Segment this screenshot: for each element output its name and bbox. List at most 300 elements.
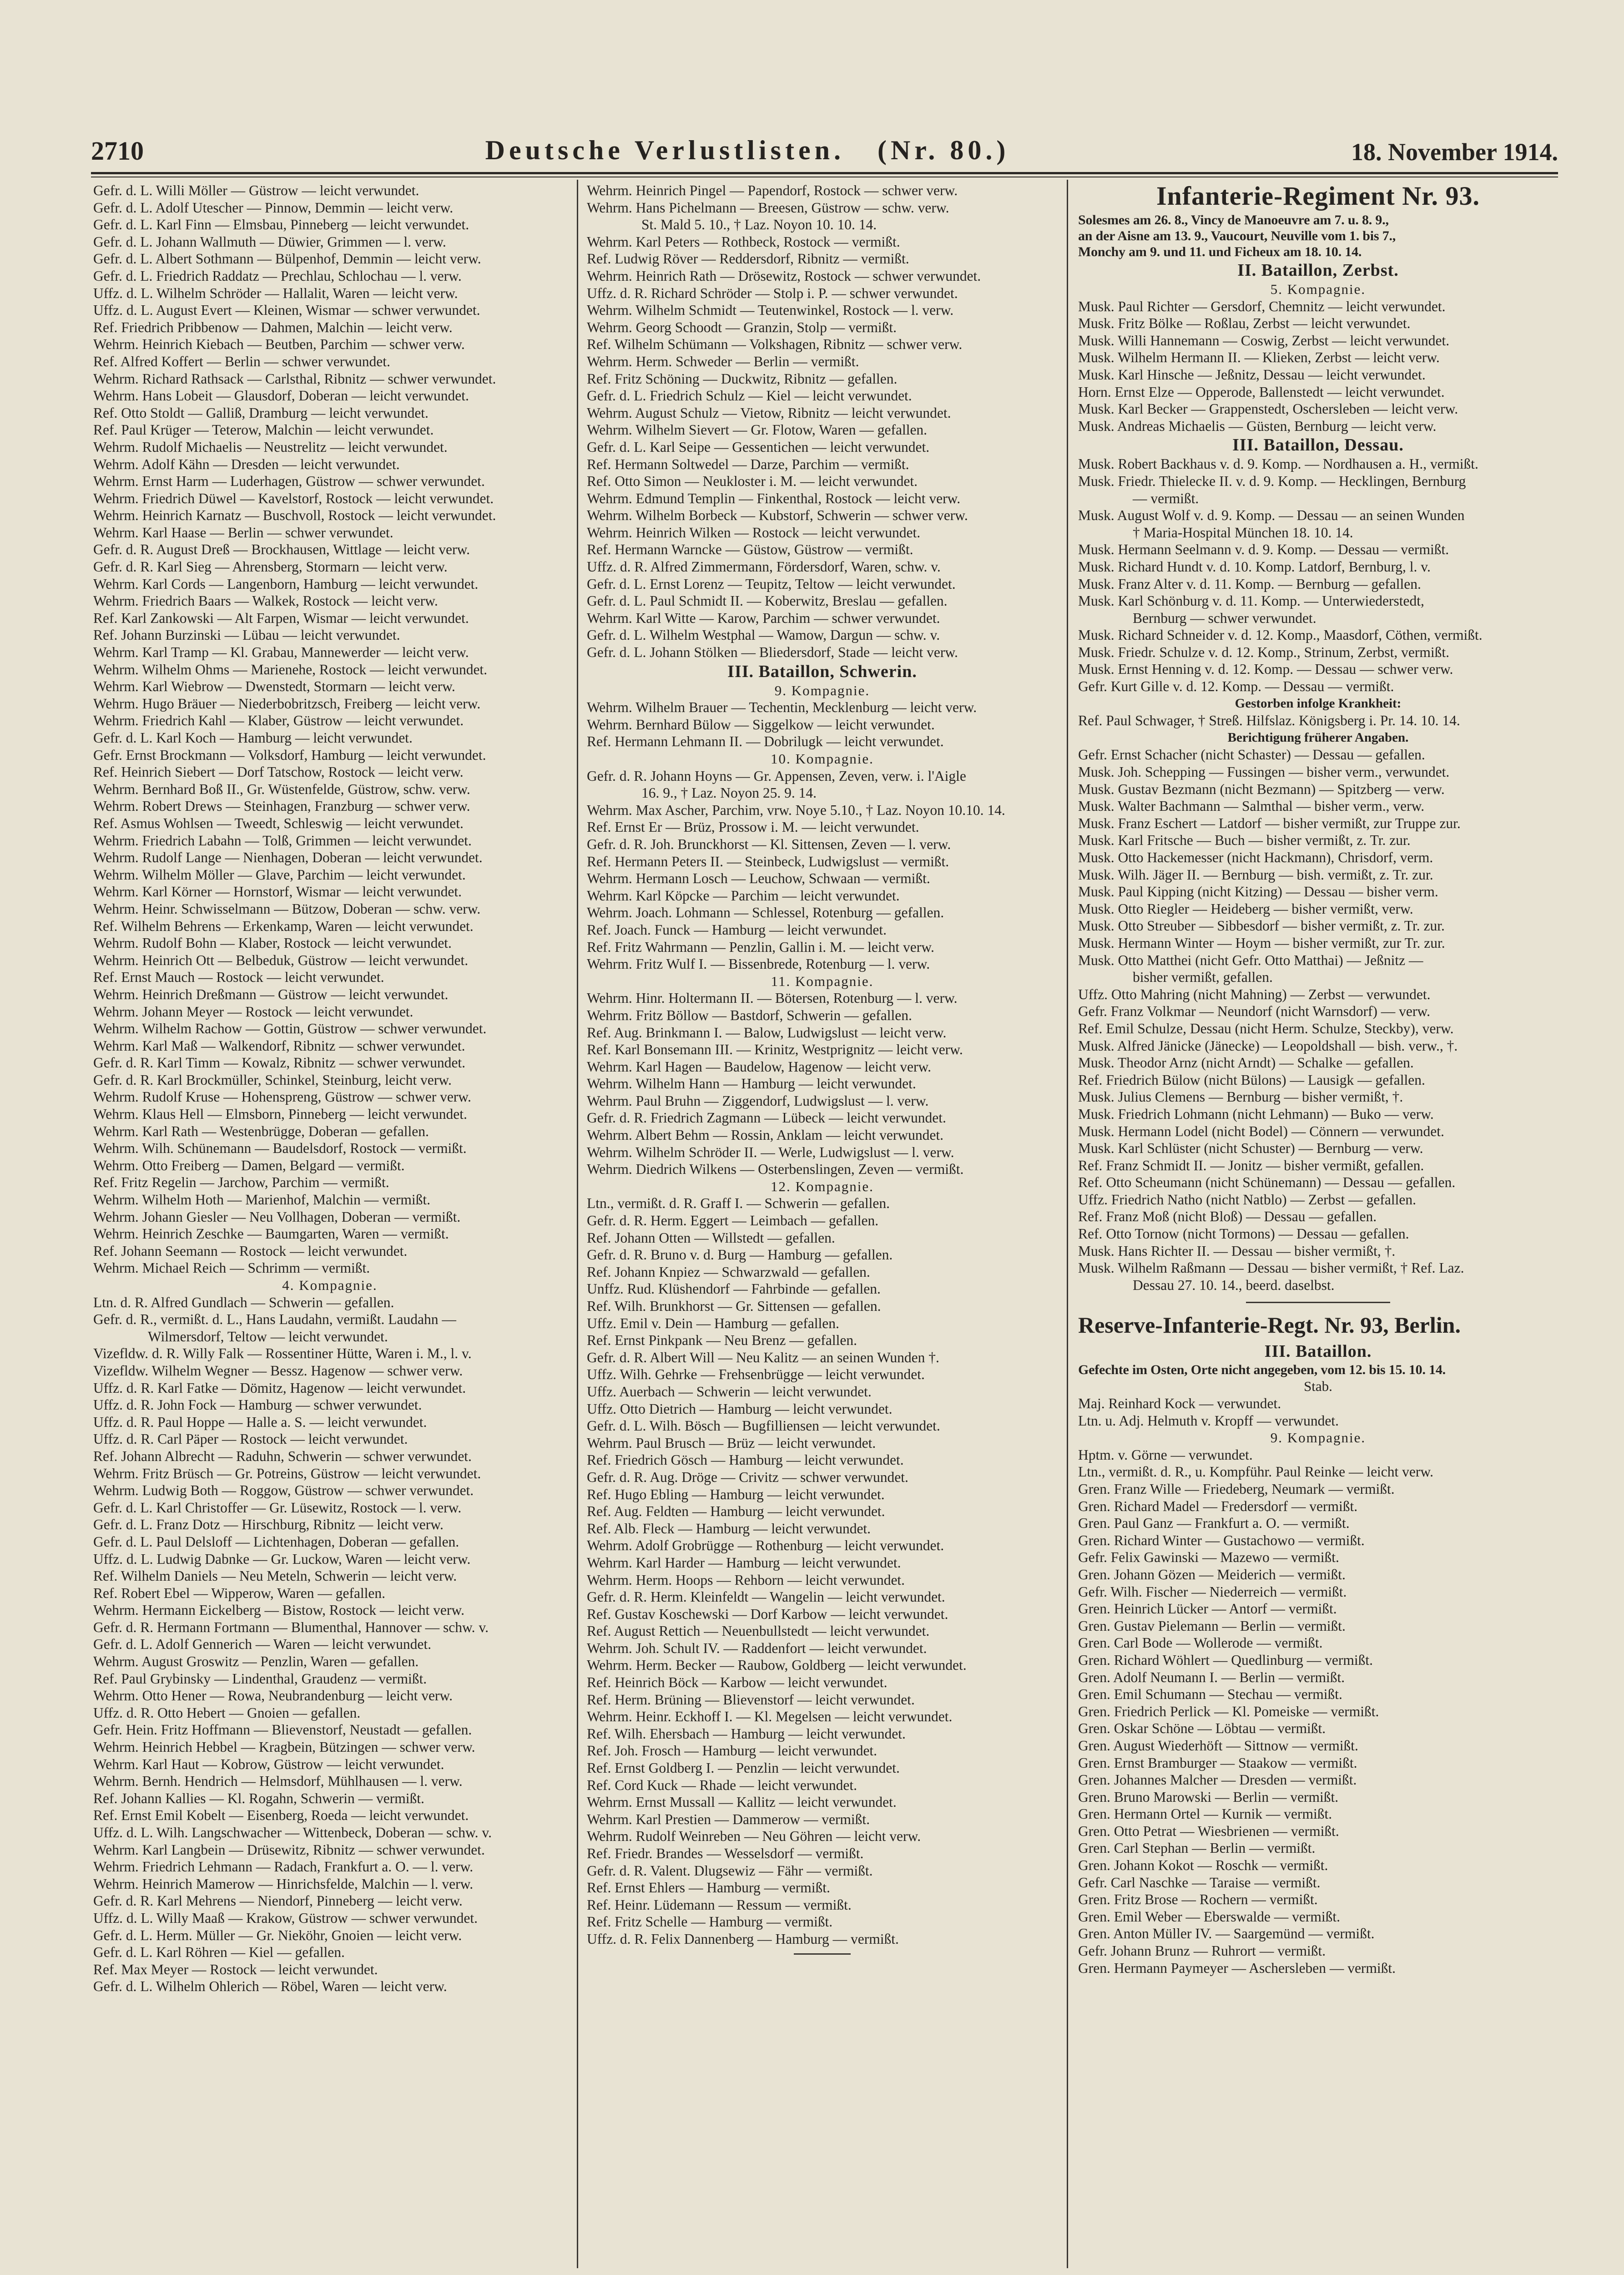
casualty-entry: Wehrm. Paul Brusch — Brüz — leicht verwundet. [587, 1435, 876, 1451]
casualty-entry: Wehrm. August Schulz — Vietow, Ribnitz — leicht verwundet. [587, 404, 951, 421]
casualty-entry: Wehrm. Bernh. Hendrich — Helmsdorf, Mühlhausen — l. verw. [93, 1773, 463, 1790]
casualty-entry: Musk. Franz Alter v. d. 11. Komp. — Bernburg — gefallen. [1078, 576, 1421, 592]
casualty-entry: Wehrm. Johann Giesler — Neu Vollhagen, Doberan — vermißt. [93, 1208, 461, 1225]
casualty-entry: Gefr. Johann Brunz — Ruhrort — vermißt. [1078, 1943, 1326, 1959]
casualty-entry: Gefr. d. L. Karl Röhren — Kiel — gefallen. [93, 1944, 345, 1961]
casualty-entry: Gefr. d. R. Herm. Kleinfeldt — Wangelin — leicht verwundet. [587, 1589, 945, 1605]
company-heading: 9. Kompagnie. [1270, 1430, 1366, 1446]
staff-heading: Stab. [1304, 1378, 1332, 1395]
casualty-entry: Gefr. d. R. Karl Timm — Kowalz, Ribnitz — schwer verwundet. [93, 1055, 466, 1071]
separator-rule [1078, 1294, 1558, 1311]
casualty-entry: Wehrm. Diedrich Wilkens — Osterbenslingen, Zeven — vermißt. [587, 1161, 964, 1178]
casualty-entry: Uffz. Otto Dietrich — Hamburg — leicht verwundet. [587, 1400, 893, 1417]
casualty-entry: Ref. Robert Ebel — Wipperow, Waren — gefallen. [93, 1585, 386, 1601]
entry-continuation: bisher vermißt, gefallen. [1133, 969, 1273, 986]
casualty-entry: Gefr. Carl Naschke — Taraise — vermißt. [1078, 1874, 1321, 1891]
casualty-entry: Musk. Walter Bachmann — Salmthal — bisher verm., verw. [1078, 798, 1425, 814]
casualty-entry: Musk. Karl Hinsche — Jeßnitz, Dessau — leicht verwundet. [1078, 366, 1426, 383]
casualty-entry: Wehrm. Hinr. Holtermann II. — Bötersen, Rotenburg — l. verw. [587, 990, 958, 1006]
casualty-entry: Ref. Otto Scheumann (nicht Schünemann) — Dessau — gefallen. [1078, 1174, 1456, 1191]
casualty-entry: Wehrm. Robert Drews — Steinhagen, Franzburg — schwer verw. [93, 798, 470, 814]
casualty-entry: Wehrm. Joh. Schult IV. — Raddenfort — leicht verwundet. [587, 1640, 927, 1656]
casualty-entry: Gefr. d. L. Albert Sothmann — Bülpenhof, Demmin — leicht verw. [93, 251, 481, 267]
entry-continuation: Wilmersdorf, Teltow — leicht verwundet. [148, 1328, 388, 1345]
column-right [1078, 182, 1558, 2270]
casualty-entry: Ref. Karl Bonsemann III. — Krinitz, Westprignitz — leicht verw. [587, 1041, 963, 1058]
casualty-entry: Gefr. d. R. Aug. Dröge — Crivitz — schwer verwundet. [587, 1469, 908, 1485]
casualty-entry: Musk. Karl Schlüster (nicht Schuster) — Bernburg — verw. [1078, 1140, 1423, 1157]
casualty-entry: Gefr. d. L. Paul Schmidt II. — Koberwitz, Breslau — gefallen. [587, 593, 948, 609]
casualty-entry: Uffz. d. L. August Evert — Kleinen, Wismar — schwer verwundet. [93, 302, 480, 318]
battalion-heading: II. Bataillon, Zerbst. [1237, 261, 1399, 280]
casualty-entry: Musk. Andreas Michaelis — Güsten, Bernburg — leicht verw. [1078, 418, 1437, 434]
casualty-entry: Wehrm. Max Ascher, Parchim, vrw. Noye 5.10., † Laz. Noyon 10.10. 14. [587, 802, 1005, 818]
casualty-entry: Wehrm. Paul Bruhn — Ziggendorf, Ludwigslust — l. verw. [587, 1092, 929, 1109]
battle-locations: Solesmes am 26. 8., Vincy de Manoeuvre am 7. u. 8. 9., [1078, 212, 1389, 228]
casualty-entry: Musk. Hermann Winter — Hoym — bisher vermißt, zur Tr. zur. [1078, 935, 1445, 951]
casualty-entry: Gefr. d. L. Franz Dotz — Hirschburg, Ribnitz — leicht verw. [93, 1517, 444, 1533]
battalion-heading: III. Bataillon, Dessau. [1232, 435, 1404, 455]
casualty-entry: Wehrm. Fritz Böllow — Bastdorf, Schwerin — gefallen. [587, 1007, 912, 1023]
casualty-entry: Wehrm. Karl Harder — Hamburg — leicht verwundet. [587, 1554, 901, 1571]
casualty-entry: Wehrm. Heinrich Mamerow — Hinrichsfelde, Malchin — l. verw. [93, 1876, 474, 1892]
casualty-entry: Uffz. Emil v. Dein — Hamburg — gefallen. [587, 1315, 839, 1331]
casualty-entry: Ref. Friedrich Bülow (nicht Bülons) — Lausigk — gefallen. [1078, 1072, 1425, 1088]
casualty-entry: Gefr. Felix Gawinski — Mazewo — vermißt. [1078, 1549, 1339, 1566]
casualty-entry: Wehrm. Johann Meyer — Rostock — leicht verwundet. [93, 1003, 414, 1020]
casualty-entry: Ref. Hermann Peters II. — Steinbeck, Ludwigslust — vermißt. [587, 853, 949, 870]
casualty-entry: Wehrm. Friedrich Lehmann — Radach, Frankfurt a. O. — l. verw. [93, 1859, 474, 1875]
casualty-entry: Musk. Otto Riegler — Heideberg — bisher vermißt, verw. [1078, 900, 1413, 917]
casualty-entry: Horn. Ernst Elze — Opperode, Ballenstedt — leicht verwundet. [1078, 384, 1445, 400]
company-heading: 12. Kompagnie. [771, 1178, 874, 1194]
casualty-entry: Musk. Hans Richter II. — Dessau — bisher vermißt, †. [1078, 1243, 1396, 1259]
casualty-entry: Ref. Gustav Koschewski — Dorf Karbow — leicht verwundet. [587, 1606, 948, 1622]
casualty-entry: Wehrm. Hugo Bräuer — Niederbobritzsch, Freiberg — leicht verw. [93, 695, 481, 712]
casualty-entry: Gren. Anton Müller IV. — Saargemünd — vermißt. [1078, 1926, 1375, 1942]
casualty-entry: Wehrm. Karl Rath — Westenbrügge, Doberan — gefallen. [93, 1123, 429, 1139]
casualty-entry: Wehrm. Wilhelm Rachow — Gottin, Güstrow — schwer verwundet. [93, 1021, 487, 1037]
casualty-entry: Uffz. d. R. John Fock — Hamburg — schwer verwundet. [93, 1397, 422, 1413]
casualty-entry: Wehrm. Hermann Losch — Leuchow, Schwaan — vermißt. [587, 870, 930, 887]
casualty-entry: Wehrm. Wilhelm Hann — Hamburg — leicht verwundet. [587, 1076, 916, 1092]
casualty-entry: Wehrm. Herm. Hoops — Rehborn — leicht verwundet. [587, 1572, 905, 1588]
casualty-entry: Gefr. d. R. Karl Sieg — Ahrensberg, Stormarn — leicht verw. [93, 559, 448, 575]
casualty-entry: Gefr. d. R. Albert Will — Neu Kalitz — an seinen Wunden †. [587, 1349, 939, 1365]
casualty-entry: Wehrm. Wilhelm Borbeck — Kubstorf, Schwerin — schwer verw. [587, 507, 968, 524]
casualty-entry: Wehrm. Fritz Brüsch — Gr. Potreins, Güstrow — leicht verwundet. [93, 1465, 481, 1481]
casualty-entry: Wehrm. Rudolf Bohn — Klaber, Rostock — leicht verwundet. [93, 935, 452, 951]
casualty-entry: Musk. Friedr. Thielecke II. v. d. 9. Komp. — Hecklingen, Bernburg [1078, 473, 1466, 489]
casualty-entry: Musk. Gustav Bezmann (nicht Bezmann) — Spitzberg — verw. [1078, 781, 1445, 797]
casualty-entry: Gefr. d. L. Adolf Utescher — Pinnow, Demmin — leicht verw. [93, 199, 454, 216]
casualty-entry: Unffz. Rud. Klüshendorf — Fahrbinde — gefallen. [587, 1281, 881, 1297]
casualty-entry: Gren. Otto Petrat — Wiesbrienen — vermißt. [1078, 1823, 1339, 1839]
casualty-entry: Gefr. d. R., vermißt. d. L., Hans Laudahn, vermißt. Laudahn — [93, 1311, 456, 1328]
casualty-entry: Wehrm. Karl Witte — Karow, Parchim — schwer verwundet. [587, 610, 940, 626]
casualty-entry: Musk. Hermann Seelmann v. d. 9. Komp. — Dessau — vermißt. [1078, 541, 1449, 558]
casualty-entry: Wehrm. Edmund Templin — Finkenthal, Rostock — leicht verw. [587, 490, 961, 506]
casualty-entry: Wehrm. Rudolf Kruse — Hohenspreng, Güstrow — schwer verw. [93, 1089, 471, 1105]
casualty-entry: Wehrm. Herm. Becker — Raubow, Goldberg — leicht verwundet. [587, 1657, 967, 1673]
casualty-entry: Gren. Richard Wöhlert — Quedlinburg — vermißt. [1078, 1652, 1373, 1668]
casualty-entry: Ref. Joach. Funck — Hamburg — leicht verwundet. [587, 921, 887, 938]
entry-continuation: — vermißt. [1133, 490, 1199, 506]
page-number: 2710 [91, 136, 144, 166]
casualty-entry: Gren. Bruno Marowski — Berlin — vermißt. [1078, 1789, 1339, 1805]
casualty-entry: Ref. Franz Schmidt II. — Jonitz — bisher vermißt, gefallen. [1078, 1157, 1424, 1173]
casualty-entry: Ref. Max Meyer — Rostock — leicht verwundet. [93, 1961, 378, 1977]
casualty-entry: Gren. Friedrich Perlick — Kl. Pomeiske — vermißt. [1078, 1703, 1379, 1719]
separator-rule [587, 1948, 1058, 1962]
casualty-entry: Ref. Heinrich Böck — Karbow — leicht verwundet. [587, 1674, 888, 1691]
casualty-entry: Wehrm. Karl Köpcke — Parchim — leicht verwundet. [587, 887, 900, 904]
casualty-entry: Ref. Hermann Soltwedel — Darze, Parchim — vermißt. [587, 456, 909, 472]
casualty-entry: Wehrm. Joach. Lohmann — Schlessel, Rotenburg — gefallen. [587, 905, 944, 921]
casualty-entry: Wehrm. Michael Reich — Schrimm — vermißt. [93, 1260, 370, 1276]
company-heading: 11. Kompagnie. [771, 973, 874, 989]
casualty-entry: Gren. Franz Wille — Friedeberg, Neumark — vermißt. [1078, 1481, 1395, 1497]
casualty-entry: Ref. Fritz Schelle — Hamburg — vermißt. [587, 1914, 833, 1930]
casualty-entry: Musk. Hermann Lodel (nicht Bodel) — Cönnern — verwundet. [1078, 1123, 1444, 1139]
casualty-entry: Musk. Willi Hannemann — Coswig, Zerbst — leicht verwundet. [1078, 332, 1450, 349]
casualty-entry: Ref. Paul Krüger — Teterow, Malchin — leicht verwundet. [93, 422, 434, 438]
casualty-entry: Musk. Otto Streuber — Sibbesdorf — bisher vermißt, z. Tr. zur. [1078, 918, 1445, 934]
column-divider [577, 180, 578, 2268]
casualty-entry: Vizefldw. Wilhelm Wegner — Bessz. Hagenow — schwer verw. [93, 1362, 463, 1379]
casualty-entry: Ref. Fritz Wahrmann — Penzlin, Gallin i. M. — leicht verw. [587, 939, 934, 955]
casualty-entry: Wehrm. Wilhelm Hoth — Marienhof, Malchin — vermißt. [93, 1192, 430, 1208]
casualty-entry: Gefr. d. L. Wilhelm Westphal — Wamow, Dargun — schw. v. [587, 627, 940, 643]
casualty-entry: Wehrm. Adolf Grobrügge — Rothenburg — leicht verwundet. [587, 1537, 944, 1554]
casualty-entry: Gefr. d. L. Wilhelm Ohlerich — Röbel, Waren — leicht verw. [93, 1978, 447, 1995]
casualty-entry: Musk. Otto Hackemesser (nicht Hackmann), Chrisdorf, verm. [1078, 849, 1433, 865]
battle-locations: an der Aisne am 13. 9., Vaucourt, Neuville vom 1. bis 7., [1078, 228, 1396, 243]
casualty-entry: Gefr. Hein. Fritz Hoffmann — Blievenstorf, Neustadt — gefallen. [93, 1722, 472, 1738]
casualty-entry: Uffz. d. L. Willy Maaß — Krakow, Güstrow — schwer verwundet. [93, 1910, 478, 1926]
casualty-entry: Musk. Julius Clemens — Bernburg — bisher vermißt, †. [1078, 1089, 1403, 1105]
casualty-entry: Ref. Otto Tornow (nicht Tormons) — Dessau — gefallen. [1078, 1226, 1409, 1242]
casualty-entry: Gefr. Wilh. Fischer — Niederreich — vermißt. [1078, 1583, 1347, 1600]
casualty-entry: Gefr. d. L. Karl Christoffer — Gr. Lüsewitz, Rostock — l. verw. [93, 1499, 462, 1516]
casualty-entry: Ref. Heinr. Lüdemann — Ressum — vermißt. [587, 1896, 852, 1913]
casualty-entry: Uffz. d. L. Wilh. Langschwacher — Wittenbeck, Doberan — schw. v. [93, 1825, 492, 1840]
casualty-entry: Wehrm. Heinr. Schwisselmann — Bützow, Doberan — schw. verw. [93, 900, 481, 917]
casualty-entry: Gren. Fritz Brose — Rochern — vermißt. [1078, 1891, 1318, 1908]
casualty-entry: Musk. Robert Backhaus v. d. 9. Komp. — Nordhausen a. H., vermißt. [1078, 456, 1478, 472]
casualty-entry: Wehrm. August Groswitz — Penzlin, Waren — gefallen. [93, 1653, 419, 1670]
regiment-heading: Infanterie-Regiment Nr. 93. [1156, 182, 1480, 211]
casualty-entry: Uffz. d. R. Richard Schröder — Stolp i. P. — schwer verwundet. [587, 285, 958, 301]
casualty-entry: Ref. Hermann Lehmann II. — Dobrilugk — leicht verwundet. [587, 733, 944, 750]
casualty-entry: Wehrm. Wilhelm Brauer — Techentin, Mecklenburg — leicht verw. [587, 699, 977, 716]
casualty-entry: Gren. Ernst Bramburger — Staakow — vermißt. [1078, 1754, 1357, 1771]
casualty-entry: Gefr. d. L. Johann Stölken — Bliedersdorf, Stade — leicht verw. [587, 644, 958, 661]
column-divider [1067, 180, 1068, 2268]
section-note: Berichtigung früherer Angaben. [1227, 730, 1409, 745]
casualty-entry: Ref. Alb. Fleck — Hamburg — leicht verwundet. [587, 1520, 871, 1537]
casualty-entry: Uffz. d. R. Felix Dannenberg — Hamburg — vermißt. [587, 1931, 899, 1947]
entry-continuation: Bernburg — schwer verwundet. [1133, 610, 1316, 626]
casualty-entry: Gefr. d. R. Karl Mehrens — Niendorf, Pinneberg — leicht verw. [93, 1893, 463, 1909]
casualty-entry: Musk. August Wolf v. d. 9. Komp. — Dessau — an seinen Wunden [1078, 507, 1465, 524]
casualty-entry: Gefr. d. L. Paul Delsloff — Lichtenhagen, Doberan — gefallen. [93, 1533, 459, 1550]
casualty-entry: Gefr. d. L. Friedrich Schulz — Kiel — leicht verwundet. [587, 388, 912, 404]
casualty-entry: Gefr. d. L. Adolf Gennerich — Waren — leicht verwundet. [93, 1636, 432, 1653]
casualty-entry: Ref. Wilhelm Behrens — Erkenkamp, Waren — leicht verwundet. [93, 918, 474, 934]
casualty-entry: Wehrm. Wilh. Schünemann — Baudelsdorf, Rostock — vermißt. [93, 1140, 467, 1157]
casualty-entry: Gefr. d. R. Friedrich Zagmann — Lübeck — leicht verwundet. [587, 1110, 946, 1126]
casualty-entry: Vizefldw. d. R. Willy Falk — Rossentiner Hütte, Waren i. M., l. v. [93, 1345, 472, 1362]
casualty-entry: Gren. Gustav Pielemann — Berlin — vermißt. [1078, 1618, 1346, 1634]
casualty-entry: Uffz. d. R. Karl Fatke — Dömitz, Hagenow — leicht verwundet. [93, 1380, 466, 1396]
casualty-entry: Wehrm. Heinrich Pingel — Papendorf, Rostock — schwer verw. [587, 182, 958, 198]
casualty-entry: Maj. Reinhard Kock — verwundet. [1078, 1395, 1281, 1412]
battalion-heading: III. Bataillon, Schwerin. [727, 662, 917, 681]
casualty-entry: Wehrm. Heinrich Rath — Drösewitz, Rostock — schwer verwundet. [587, 268, 981, 284]
casualty-entry: Uffz. d. R. Alfred Zimmermann, Fördersdorf, Waren, schw. v. [587, 559, 941, 575]
casualty-entry: Wehrm. Karl Haut — Kobrow, Güstrow — leicht verwundet. [93, 1756, 444, 1772]
casualty-entry: Gefr. d. L. Friedrich Raddatz — Prechlau, Schlochau — l. verw. [93, 268, 462, 284]
casualty-entry: Wehrm. Wilhelm Schmidt — Teutenwinkel, Rostock — l. verw. [587, 302, 954, 318]
casualty-entry: Uffz. Otto Mahring (nicht Mahning) — Zerbst — verwundet. [1078, 986, 1431, 1002]
casualty-entry: Ref. Ernst Pinkpank — Neu Brenz — gefallen. [587, 1332, 857, 1349]
casualty-entry: Gefr. d. L. Johann Wallmuth — Düwier, Grimmen — l. verw. [93, 233, 446, 250]
casualty-entry: Gefr. Ernst Brockmann — Volksdorf, Hamburg — leicht verwundet. [93, 747, 486, 763]
casualty-entry: Gefr. d. L. Karl Koch — Hamburg — leicht verwundet. [93, 730, 413, 746]
casualty-entry: Ref. Paul Grybinsky — Lindenthal, Graudenz — vermißt. [93, 1670, 427, 1687]
casualty-entry: Ref. Johann Seemann — Rostock — leicht verwundet. [93, 1243, 408, 1259]
casualty-entry: Gren. Carl Bode — Wollerode — vermißt. [1078, 1635, 1323, 1651]
casualty-entry: Musk. Friedrich Lohmann (nicht Lehmann) — Buko — verw. [1078, 1106, 1434, 1122]
casualty-entry: Uffz. Friedrich Natho (nicht Natblo) — Zerbst — gefallen. [1078, 1191, 1416, 1208]
casualty-entry: Wehrm. Heinrich Hebbel — Kragbein, Bützingen — schwer verw. [93, 1739, 475, 1755]
casualty-entry: Gefr. d. R. Valent. Dlugsewiz — Fähr — vermißt. [587, 1862, 873, 1879]
casualty-entry: Ref. Friedr. Brandes — Wesselsdorf — vermißt. [587, 1845, 864, 1861]
casualty-entry: Ltn. u. Adj. Helmuth v. Kropff — verwundet. [1078, 1412, 1339, 1429]
casualty-entry: Gefr. d. R. Hermann Fortmann — Blumenthal, Hannover — schw. v. [93, 1619, 489, 1635]
casualty-entry: Uffz. d. R. Paul Hoppe — Halle a. S. — leicht verwundet. [93, 1414, 427, 1430]
casualty-entry: Wehrm. Friedrich Düwel — Kavelstorf, Rostock — leicht verwundet. [93, 490, 494, 506]
casualty-entry: Wehrm. Richard Rathsack — Carlsthal, Ribnitz — schwer verwundet. [93, 370, 496, 387]
casualty-entry: Wehrm. Rudolf Lange — Nienhagen, Doberan — leicht verwundet. [93, 849, 483, 866]
section-note: Gestorben infolge Krankheit: [1235, 696, 1402, 711]
entry-continuation: Dessau 27. 10. 14., beerd. daselbst. [1133, 1277, 1335, 1293]
casualty-entry: Gefr. Ernst Schacher (nicht Schaster) — Dessau — gefallen. [1078, 747, 1425, 763]
casualty-entry: Gefr. d. R. August Dreß — Brockhausen, Wittlage — leicht verw. [93, 541, 470, 558]
casualty-entry: Musk. Theodor Arnz (nicht Arndt) — Schalke — gefallen. [1078, 1055, 1414, 1071]
casualty-entry: Musk. Otto Matthei (nicht Gefr. Otto Matthai) — Jeßnitz — [1078, 952, 1423, 968]
casualty-entry: Gefr. d. L. Wilh. Bösch — Bugfilliensen — leicht verwundet. [587, 1418, 940, 1434]
casualty-entry: Gefr. d. R. Bruno v. d. Burg — Hamburg — gefallen. [587, 1247, 893, 1263]
casualty-entry: Wehrm. Adolf Kähn — Dresden — leicht verwundet. [93, 456, 400, 472]
casualty-entry: Wehrm. Wilhelm Möller — Glave, Parchim — leicht verwundet. [93, 866, 466, 883]
casualty-entry: Ltn., vermißt. d. R., u. Kompführ. Paul Reinke — leicht verw. [1078, 1464, 1433, 1480]
casualty-entry: Gren. Hermann Paymeyer — Aschersleben — vermißt. [1078, 1960, 1396, 1976]
issue-number: (Nr. 80.) [877, 135, 1010, 165]
regiment-heading: Reserve-Infanterie-Regt. Nr. 93, Berlin. [1078, 1312, 1461, 1338]
casualty-entry: Uffz. d. R. Carl Päper — Rostock — leicht verwundet. [93, 1431, 408, 1447]
battle-locations: Gefechte im Osten, Orte nicht angegeben, vom 12. bis 15. 10. 14. [1078, 1362, 1446, 1378]
casualty-entry: Gefr. Kurt Gille v. d. 12. Komp. — Dessau — vermißt. [1078, 678, 1394, 695]
publication-date: 18. November 1914. [1351, 138, 1558, 166]
casualty-entry: Uffz. Auerbach — Schwerin — leicht verwundet. [587, 1383, 872, 1400]
casualty-entry: Ref. Ernst Goldberg I. — Penzlin — leicht verwundet. [587, 1760, 900, 1776]
casualty-entry: Ref. Cord Kuck — Rhade — leicht verwundet. [587, 1777, 857, 1793]
casualty-entry: Wehrm. Friedrich Labahn — Tolß, Grimmen — leicht verwundet. [93, 832, 472, 849]
casualty-entry: Wehrm. Heinrich Karnatz — Buschvoll, Rostock — leicht verwundet. [93, 507, 496, 524]
casualty-entry: Gren. Adolf Neumann I. — Berlin — vermißt. [1078, 1669, 1345, 1685]
casualty-entry: Uffz. d. L. Wilhelm Schröder — Hallalit, Waren — leicht verw. [93, 285, 458, 301]
casualty-entry: Gefr. d. L. Karl Finn — Elmsbau, Pinneberg — leicht verwundet. [93, 217, 469, 233]
company-heading: 5. Kompagnie. [1270, 281, 1366, 297]
casualty-entry: Gefr. Franz Volkmar — Neundorf (nicht Warnsdorf) — verw. [1078, 1003, 1430, 1020]
casualty-entry: Ref. Ernst Er — Brüz, Prossow i. M. — leicht verwundet. [587, 819, 919, 835]
casualty-entry: Gren. Johannes Malcher — Dresden — vermißt. [1078, 1772, 1357, 1788]
casualty-entry: Ltn., vermißt. d. R. Graff I. — Schwerin — gefallen. [587, 1195, 890, 1212]
battalion-heading: III. Bataillon. [1264, 1342, 1372, 1361]
casualty-entry: Wehrm. Wilhelm Schröder II. — Werle, Ludwigslust — l. verw. [587, 1144, 954, 1160]
casualty-entry: Gefr. d. L. Herm. Müller — Gr. Nieköhr, Gnoien — leicht verw. [93, 1927, 462, 1943]
casualty-entry: Ref. Friedrich Gösch — Hamburg — leicht verwundet. [587, 1452, 904, 1468]
casualty-entry: Gefr. d. R. Johann Hoyns — Gr. Appensen, Zeven, verw. i. l'Aigle [587, 768, 966, 784]
entry-continuation: St. Mald 5. 10., † Laz. Noyon 10. 10. 14. [641, 217, 877, 233]
casualty-entry: Wehrm. Karl Wiebrow — Dwenstedt, Stormarn — leicht verw. [93, 678, 455, 695]
casualty-entry: Ref. Franz Moß (nicht Bloß) — Dessau — gefallen. [1078, 1208, 1377, 1225]
casualty-entry: Gren. August Wiederhöft — Sittnow — vermißt. [1078, 1737, 1358, 1754]
casualty-entry: Wehrm. Karl Tramp — Kl. Grabau, Mannewerder — leicht verw. [93, 644, 469, 661]
casualty-entry: Wehrm. Karl Haase — Berlin — schwer verwundet. [93, 524, 393, 541]
casualty-entry: Wehrm. Wilhelm Ohms — Marienehe, Rostock — leicht verwundet. [93, 661, 488, 677]
casualty-entry: Musk. Karl Fritsche — Buch — bisher vermißt, z. Tr. zur. [1078, 832, 1411, 849]
casualty-entry: Gren. Johann Gözen — Meiderich — vermißt. [1078, 1566, 1346, 1582]
casualty-entry: Wehrm. Heinrich Ott — Belbeduk, Güstrow — leicht verwundet. [93, 952, 469, 968]
casualty-entry: Wehrm. Karl Prestien — Dammerow — vermißt. [587, 1811, 870, 1827]
casualty-entry: Wehrm. Karl Peters — Rothbeck, Rostock — vermißt. [587, 233, 900, 250]
casualty-entry: Musk. Fritz Bölke — Roßlau, Zerbst — leicht verwundet. [1078, 315, 1411, 332]
casualty-entry: Ref. Johann Albrecht — Raduhn, Schwerin — schwer verwundet. [93, 1448, 472, 1464]
casualty-entry: Musk. Wilhelm Hermann II. — Klieken, Zerbst — leicht verw. [1078, 349, 1440, 366]
casualty-entry: Ref. Emil Schulze, Dessau (nicht Herm. Schulze, Steckby), verw. [1078, 1020, 1454, 1036]
casualty-entry: Ref. Aug. Brinkmann I. — Balow, Ludwigslust — leicht verw. [587, 1024, 947, 1041]
casualty-entry: Ltn. d. R. Alfred Gundlach — Schwerin — gefallen. [93, 1294, 394, 1310]
casualty-entry: Wehrm. Karl Cords — Langenborn, Hamburg — leicht verwundet. [93, 576, 479, 592]
entry-continuation: 16. 9., † Laz. Noyon 25. 9. 14. [641, 785, 817, 801]
casualty-entry: Ref. Aug. Feldten — Hamburg — leicht verwundet. [587, 1503, 885, 1520]
casualty-entry: Gren. Carl Stephan — Berlin — vermißt. [1078, 1840, 1316, 1856]
casualty-entry: Musk. Franz Eschert — Latdorf — bisher vermißt, zur Truppe zur. [1078, 815, 1461, 831]
casualty-entry: Ref. August Rettich — Neuenbullstedt — leicht verwundet. [587, 1623, 930, 1639]
casualty-entry: Wehrm. Ernst Mussall — Kallitz — leicht verwundet. [587, 1794, 897, 1810]
casualty-entry: Wehrm. Ernst Harm — Luderhagen, Güstrow — schwer verwundet. [93, 473, 485, 490]
casualty-entry: Wehrm. Herm. Schweder — Berlin — vermißt. [587, 353, 859, 369]
company-heading: 9. Kompagnie. [774, 682, 870, 698]
casualty-entry: Ref. Hugo Ebling — Hamburg — leicht verwundet. [587, 1486, 885, 1502]
casualty-entry: Gren. Johann Kokot — Roschk — vermißt. [1078, 1857, 1328, 1874]
casualty-entry: Wehrm. Otto Hener — Rowa, Neubrandenburg — leicht verw. [93, 1688, 453, 1704]
battle-locations: Monchy am 9. und 11. und Ficheux am 18. 10. 14. [1078, 244, 1362, 259]
casualty-entry: Ref. Ernst Ehlers — Hamburg — vermißt. [587, 1880, 830, 1896]
casualty-entry: Ref. Joh. Frosch — Hamburg — leicht verwundet. [587, 1743, 878, 1759]
company-heading: 10. Kompagnie. [771, 751, 874, 767]
casualty-entry: Wehrm. Albert Behm — Rossin, Anklam — leicht verwundet. [587, 1127, 943, 1143]
casualty-entry: Ref. Herm. Brüning — Blievenstorf — leicht verwundet. [587, 1691, 915, 1708]
casualty-entry: Ref. Otto Stoldt — Galliß, Dramburg — leicht verwundet. [93, 404, 429, 421]
casualty-entry: Wehrm. Hermann Eickelberg — Bistow, Rostock — leicht verw. [93, 1602, 464, 1618]
casualty-entry: Ref. Otto Simon — Neukloster i. M. — leicht verwundet. [587, 473, 918, 490]
casualty-entry: Wehrm. Karl Maß — Walkendorf, Ribnitz — schwer verwundet. [93, 1037, 465, 1054]
casualty-entry: Ref. Fritz Schöning — Duckwitz, Ribnitz — gefallen. [587, 370, 898, 387]
casualty-entry: Musk. Ernst Henning v. d. 12. Komp. — Dessau — schwer verw. [1078, 661, 1453, 677]
casualty-entry: Gren. Heinrich Lücker — Antorf — vermißt. [1078, 1601, 1337, 1617]
casualty-entry: Wehrm. Karl Hagen — Baudelow, Hagenow — leicht verw. [587, 1058, 932, 1075]
casualty-entry: Musk. Wilh. Jäger II. — Bernburg — bish. vermißt, z. Tr. zur. [1078, 866, 1433, 883]
casualty-entry: Ref. Ernst Mauch — Rostock — leicht verwundet. [93, 969, 384, 986]
column-left [93, 182, 566, 2270]
casualty-entry: Musk. Paul Richter — Gersdorf, Chemnitz — leicht verwundet. [1078, 298, 1446, 314]
casualty-entry: Wehrm. Karl Langbein — Drüsewitz, Ribnitz — schwer verwundet. [93, 1841, 485, 1858]
casualty-entry: Wehrm. Wilhelm Sievert — Gr. Flotow, Waren — gefallen. [587, 422, 928, 438]
casualty-entry: Ref. Wilh. Brunkhorst — Gr. Sittensen — gefallen. [587, 1298, 881, 1314]
casualty-entry: Wehrm. Bernhard Bülow — Siggelkow — leicht verwundet. [587, 716, 935, 733]
casualty-entry: Gren. Emil Weber — Eberswalde — vermißt. [1078, 1908, 1340, 1925]
casualty-entry: Wehrm. Hans Pichelmann — Breesen, Güstrow — schw. verw. [587, 199, 949, 216]
casualty-entry: Gefr. d. L. Willi Möller — Güstrow — leicht verwundet. [93, 182, 419, 198]
casualty-entry: Gren. Richard Winter — Gustachowo — vermißt. [1078, 1532, 1365, 1548]
casualty-entry: Wehrm. Heinrich Wilken — Rostock — leicht verwundet. [587, 524, 921, 541]
casualty-entry: Ref. Johann Kallies — Kl. Rogahn, Schwerin — vermißt. [93, 1790, 424, 1806]
casualty-entry: Gefr. d. R. Karl Brockmüller, Schinkel, Steinburg, leicht verw. [93, 1072, 452, 1088]
casualty-entry: Gren. Oskar Schöne — Löbtau — vermißt. [1078, 1720, 1326, 1737]
casualty-entry: Ref. Wilh. Ehersbach — Hamburg — leicht verwundet. [587, 1725, 906, 1742]
casualty-entry: Wehrm. Fritz Wulf I. — Bissenbrede, Rotenburg — l. verw. [587, 956, 930, 972]
casualty-entry: Ref. Hermann Warncke — Güstow, Güstrow — vermißt. [587, 541, 913, 558]
casualty-entry: Wehrm. Rudolf Michaelis — Neustrelitz — leicht verwundet. [93, 439, 448, 455]
casualty-entry: Musk. Friedr. Schulze v. d. 12. Komp., Strinum, Zerbst, vermißt. [1078, 644, 1450, 660]
casualty-entry: Musk. Joh. Schepping — Fussingen — bisher verm., verwundet. [1078, 764, 1450, 780]
casualty-entry: Uffz. d. L. Ludwig Dabnke — Gr. Luckow, Waren — leicht verw. [93, 1551, 471, 1567]
casualty-entry: Gefr. d. L. Ernst Lorenz — Teupitz, Teltow — leicht verwundet. [587, 576, 956, 592]
casualty-entry: Ref. Fritz Regelin — Jarchow, Parchim — vermißt. [93, 1174, 389, 1191]
casualty-entry: Musk. Karl Becker — Grappenstedt, Oschersleben — leicht verw. [1078, 401, 1458, 417]
casualty-entry: Wehrm. Friedrich Kahl — Klaber, Güstrow — leicht verwundet. [93, 713, 464, 729]
casualty-entry: Gefr. d. L. Karl Seipe — Gessentichen — leicht verwundet. [587, 439, 930, 455]
casualty-entry: Ref. Johann Knpiez — Schwarzwald — gefallen. [587, 1264, 870, 1280]
casualty-entry: Wehrm. Georg Schoodt — Granzin, Stolp — vermißt. [587, 319, 897, 335]
casualty-entry: Uffz. Wilh. Gehrke — Frehsenbrügge — leicht verwundet. [587, 1366, 925, 1383]
casualty-entry: Gefr. d. R. Herm. Eggert — Leimbach — gefallen. [587, 1213, 879, 1229]
casualty-entry: Wehrm. Friedrich Baars — Walkek, Rostock — leicht verw. [93, 593, 438, 609]
page-header [91, 130, 1558, 166]
company-heading: 4. Kompagnie. [282, 1277, 378, 1293]
casualty-entry: Uffz. d. R. Otto Hebert — Gnoien — gefallen. [93, 1704, 361, 1721]
casualty-entry: Wehrm. Karl Körner — Hornstorf, Wismar — leicht verwundet. [93, 884, 462, 900]
entry-continuation: † Maria-Hospital München 18. 10. 14. [1133, 524, 1353, 541]
casualty-entry: Ref. Ludwig Röver — Reddersdorf, Ribnitz — vermißt. [587, 251, 909, 267]
casualty-entry: Gren. Hermann Ortel — Kurnik — vermißt. [1078, 1806, 1332, 1822]
publication-name: Deutsche Verlustlisten. [485, 135, 845, 165]
casualty-entry: Wehrm. Otto Freiberg — Damen, Belgard — vermißt. [93, 1157, 405, 1173]
casualty-entry: Musk. Richard Schneider v. d. 12. Komp., Maasdorf, Cöthen, vermißt. [1078, 627, 1483, 643]
casualty-entry: Ref. Alfred Koffert — Berlin — schwer verwundet. [93, 353, 390, 369]
casualty-entry: Wehrm. Klaus Hell — Elmsborn, Pinneberg — leicht verwundet. [93, 1106, 467, 1122]
casualty-entry: Ref. Ernst Emil Kobelt — Eisenberg, Roeda — leicht verwundet. [93, 1807, 469, 1824]
casualty-entry: Ref. Asmus Wohlsen — Tweedt, Schleswig — leicht verwundet. [93, 815, 464, 831]
casualty-entry: Wehrm. Hans Lobeit — Glausdorf, Doberan — leicht verwundet. [93, 388, 469, 404]
casualty-entry: Ref. Johann Burzinski — Lübau — leicht verwundet. [93, 627, 400, 643]
casualty-entry: Musk. Karl Schönburg v. d. 11. Komp. — Unterwiederstedt, [1078, 593, 1424, 609]
casualty-entry: Ref. Paul Schwager, † Streß. Hilfslaz. Königsberg i. Pr. 14. 10. 14. [1078, 713, 1460, 729]
